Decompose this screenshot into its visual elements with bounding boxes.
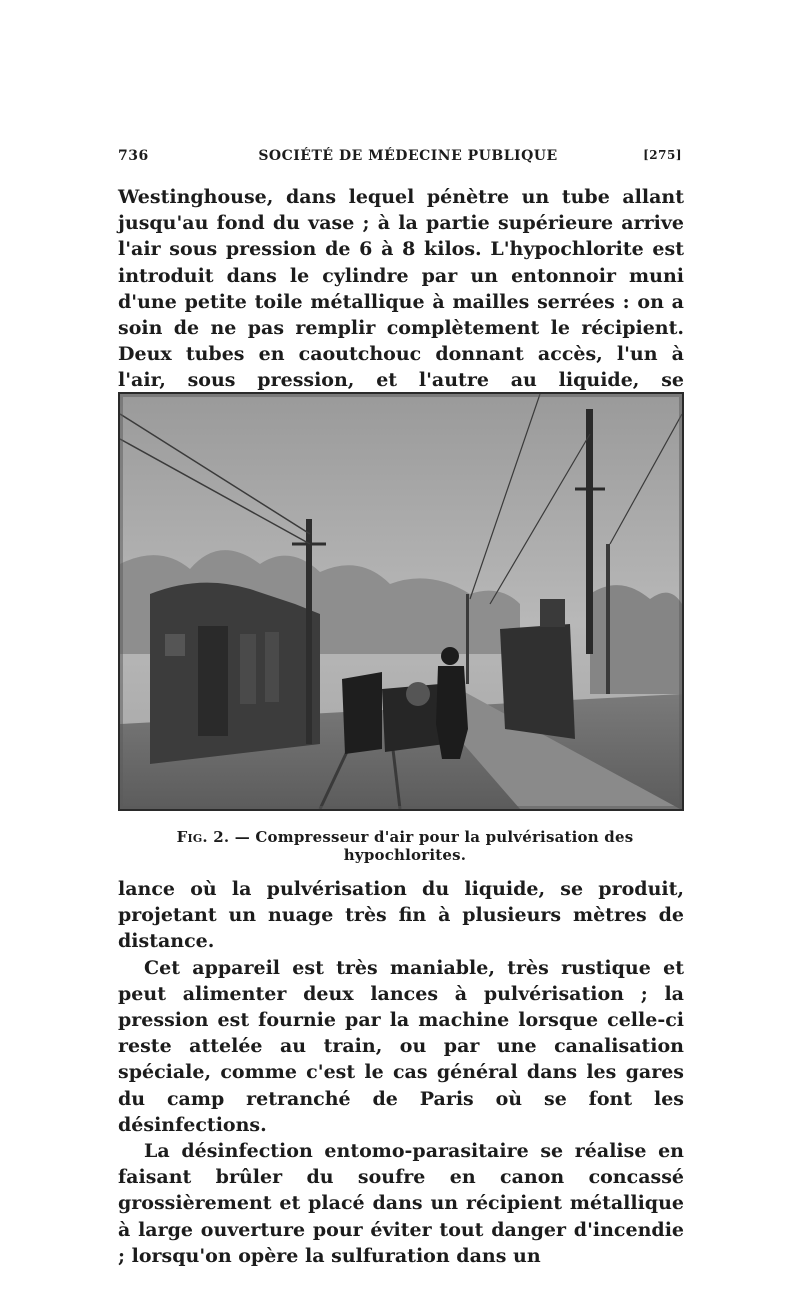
distant-pole xyxy=(606,544,610,694)
train-panel xyxy=(240,634,256,704)
train-car-left xyxy=(150,583,320,764)
compressor-gauge xyxy=(406,682,430,706)
figure-caption-text: — Compresseur d'air pour la pulvérisation des hypochlorites. xyxy=(234,828,634,864)
telegraph-pole-right xyxy=(586,409,593,654)
body-paragraph-continuation: lance où la pulvérisation du liquide, se produit, projetant un nuage très fin à plusieurs mètres de distance. xyxy=(118,878,684,953)
train-window xyxy=(165,634,185,656)
body-paragraph-appareil: Cet appareil est très maniable, très rustique et peut alimenter deux lances à pulvérisation ; la pression est fournie par la machine lorsque celle-ci reste attelée au train, ou par une canalisation spéciale, comme c'est le cas général dans les gares du camp retranché de Paris où se font les désinfections. xyxy=(118,956,684,1136)
wagon-right xyxy=(500,624,575,739)
figure-photograph xyxy=(118,392,684,811)
train-panel xyxy=(265,632,279,702)
train-door xyxy=(198,626,228,736)
wagon-chimney xyxy=(540,599,565,627)
body-text-bottom xyxy=(118,876,684,1269)
bracket-page-number: [275] xyxy=(643,148,682,162)
body-paragraph-top: Westinghouse, dans lequel pénètre un tube allant jusqu'au fond du vase ; à la partie supérieure arrive l'air sous pression de 6 à 8 kilos. L'hypochlorite est introduit dans le cylindre par un entonnoir muni d'une petite toile métallique à mailles serrées : on a soin de ne pas remplir complètement le récipient. Deux tubes en caoutchouc donnant accès, l'un à l'air, sous pression, et l'autre au liquide, se xyxy=(118,186,684,392)
distant-pole xyxy=(466,594,469,684)
running-head xyxy=(118,148,682,170)
telegraph-pole-left xyxy=(306,519,312,744)
journal-title: SOCIÉTÉ DE MÉDECINE PUBLIQUE xyxy=(258,148,558,164)
worker-body xyxy=(436,666,468,759)
figure-label: Fig. 2. xyxy=(176,828,230,846)
worker-head xyxy=(441,647,459,665)
railway-photo-illustration xyxy=(120,394,682,809)
tree-line-right xyxy=(590,585,682,694)
compressor-cylinder xyxy=(342,672,382,754)
body-paragraph-desinfection: La désinfection entomo-parasitaire se réalise en faisant brûler du soufre en canon concassé grossièrement et placé dans un récipient métallique à large ouverture pour éviter tout danger d'incendie ; lorsqu'on opère la sulfuration dans un xyxy=(118,1140,684,1267)
figure-caption xyxy=(122,828,688,864)
page-number: 736 xyxy=(118,148,149,164)
